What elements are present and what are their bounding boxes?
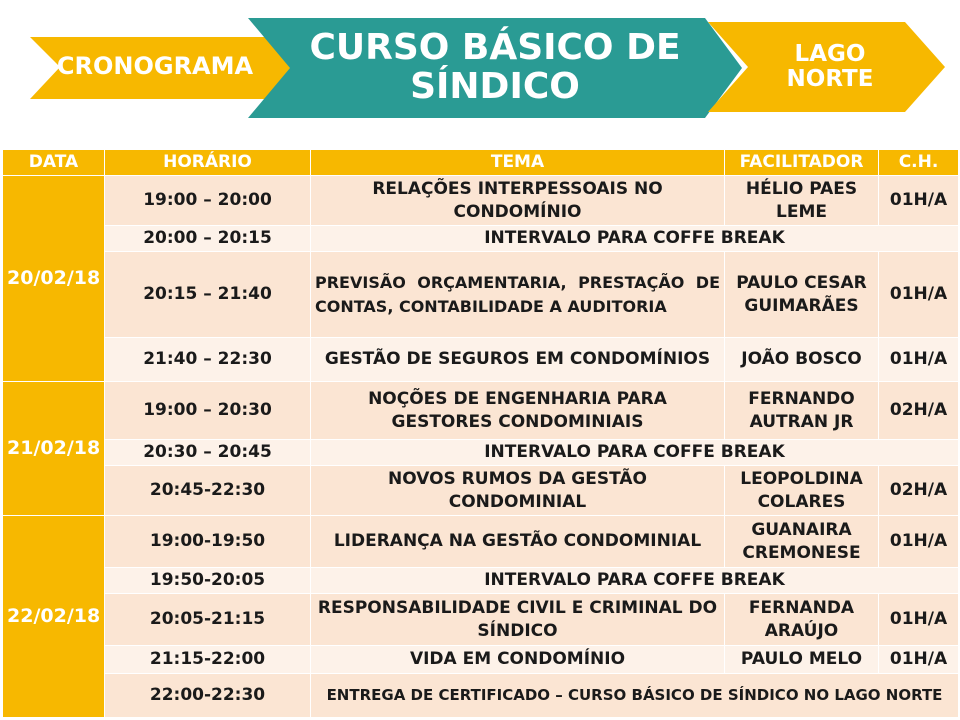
topic-line: GESTORES CONDOMINIAIS xyxy=(391,411,644,432)
table-row xyxy=(3,674,959,718)
hours-cell: 02H/A xyxy=(879,466,959,516)
topic-line: RESPONSABILIDADE CIVIL E CRIMINAL DO xyxy=(317,597,718,618)
table-row xyxy=(3,568,959,594)
col-header-facilitador: FACILITADOR xyxy=(725,150,879,176)
cronograma-label: CRONOGRAMA xyxy=(56,52,254,81)
break-cell: INTERVALO PARA COFFE BREAK xyxy=(311,440,959,466)
table-row xyxy=(3,646,959,674)
time-cell: 19:00-19:50 xyxy=(105,516,311,568)
hours-cell: 01H/A xyxy=(879,176,959,226)
location-line1: LAGO xyxy=(794,41,866,68)
facilitator-cell xyxy=(725,594,879,646)
schedule-table xyxy=(2,149,959,718)
topic-line: SÍNDICO xyxy=(477,620,558,641)
table-row xyxy=(3,594,959,646)
time-cell: 20:15 – 21:40 xyxy=(105,252,311,338)
topic-cell xyxy=(311,466,725,516)
facilitator-line: CREMONESE xyxy=(742,542,861,563)
table-row xyxy=(3,252,959,338)
header-banner xyxy=(0,0,960,140)
facilitator-line: LEOPOLDINA xyxy=(740,468,863,489)
facilitator-line: ARAÚJO xyxy=(764,620,839,641)
topic-cell xyxy=(311,176,725,226)
facilitator-line: AUTRAN JR xyxy=(749,411,854,432)
topic-cell: GESTÃO DE SEGUROS EM CONDOMÍNIOS xyxy=(311,338,725,382)
facilitator-line: PAULO CESAR xyxy=(736,272,867,293)
break-cell: INTERVALO PARA COFFE BREAK xyxy=(311,568,959,594)
location-line2: NORTE xyxy=(786,66,874,92)
hours-cell: 01H/A xyxy=(879,252,959,338)
facilitator-cell xyxy=(725,466,879,516)
topic-line: NOVOS RUMOS DA GESTÃO xyxy=(387,468,647,489)
course-title-line1: CURSO BÁSICO DE xyxy=(309,27,681,69)
time-cell: 20:45-22:30 xyxy=(105,466,311,516)
topic-cell: LIDERANÇA NA GESTÃO CONDOMINIAL xyxy=(311,516,725,568)
time-cell: 19:00 – 20:30 xyxy=(105,382,311,440)
col-header-data: DATA xyxy=(3,150,105,176)
time-cell: 21:40 – 22:30 xyxy=(105,338,311,382)
topic-cell: VIDA EM CONDOMÍNIO xyxy=(311,646,725,674)
facilitator-cell xyxy=(725,176,879,226)
facilitator-cell xyxy=(725,516,879,568)
topic-line: RELAÇÕES INTERPESSOAIS NO xyxy=(372,178,663,199)
table-row xyxy=(3,382,959,440)
topic-line: NOÇÕES DE ENGENHARIA PARA xyxy=(368,388,667,409)
topic-line: CONDOMINIAL xyxy=(448,491,587,512)
table-row xyxy=(3,226,959,252)
certificate-cell: ENTREGA DE CERTIFICADO – CURSO BÁSICO DE SÍNDICO NO LAGO NORTE xyxy=(311,674,959,718)
table-header-row xyxy=(3,150,959,176)
date-cell: 20/02/18 xyxy=(3,176,105,382)
col-header-horario: HORÁRIO xyxy=(105,150,311,176)
break-cell: INTERVALO PARA COFFE BREAK xyxy=(311,226,959,252)
table-row xyxy=(3,176,959,226)
location-label xyxy=(760,32,900,102)
time-cell: 20:05-21:15 xyxy=(105,594,311,646)
topic-cell: PREVISÃO ORÇAMENTARIA, PRESTAÇÃO DE CONTAS, CONTABILIDADE A AUDITORIA xyxy=(311,252,725,338)
hours-cell: 02H/A xyxy=(879,382,959,440)
col-header-ch: C.H. xyxy=(879,150,959,176)
facilitator-line: LEME xyxy=(776,201,827,222)
hours-cell: 01H/A xyxy=(879,646,959,674)
course-title-line2: SÍNDICO xyxy=(410,66,580,107)
hours-cell: 01H/A xyxy=(879,338,959,382)
table-row xyxy=(3,338,959,382)
table-row xyxy=(3,516,959,568)
hours-cell: 01H/A xyxy=(879,516,959,568)
facilitator-cell: PAULO MELO xyxy=(725,646,879,674)
time-cell: 22:00-22:30 xyxy=(105,674,311,718)
course-title xyxy=(300,18,690,118)
time-cell: 21:15-22:00 xyxy=(105,646,311,674)
facilitator-line: FERNANDO xyxy=(748,388,855,409)
time-cell: 19:50-20:05 xyxy=(105,568,311,594)
topic-cell xyxy=(311,382,725,440)
col-header-tema: TEMA xyxy=(311,150,725,176)
facilitator-cell xyxy=(725,252,879,338)
facilitator-cell: JOÃO BOSCO xyxy=(725,338,879,382)
facilitator-cell xyxy=(725,382,879,440)
facilitator-line: COLARES xyxy=(757,491,846,512)
table-row xyxy=(3,466,959,516)
hours-cell: 01H/A xyxy=(879,594,959,646)
time-cell: 20:00 – 20:15 xyxy=(105,226,311,252)
date-cell: 21/02/18 xyxy=(3,382,105,516)
time-cell: 20:30 – 20:45 xyxy=(105,440,311,466)
table-row xyxy=(3,440,959,466)
facilitator-line: FERNANDA xyxy=(748,597,855,618)
date-cell: 22/02/18 xyxy=(3,516,105,718)
time-cell: 19:00 – 20:00 xyxy=(105,176,311,226)
topic-cell xyxy=(311,594,725,646)
facilitator-line: HÉLIO PAES xyxy=(745,178,858,199)
facilitator-line: GUANAIRA xyxy=(751,519,852,540)
facilitator-line: GUIMARÃES xyxy=(744,295,859,316)
topic-line: CONDOMÍNIO xyxy=(453,201,582,222)
